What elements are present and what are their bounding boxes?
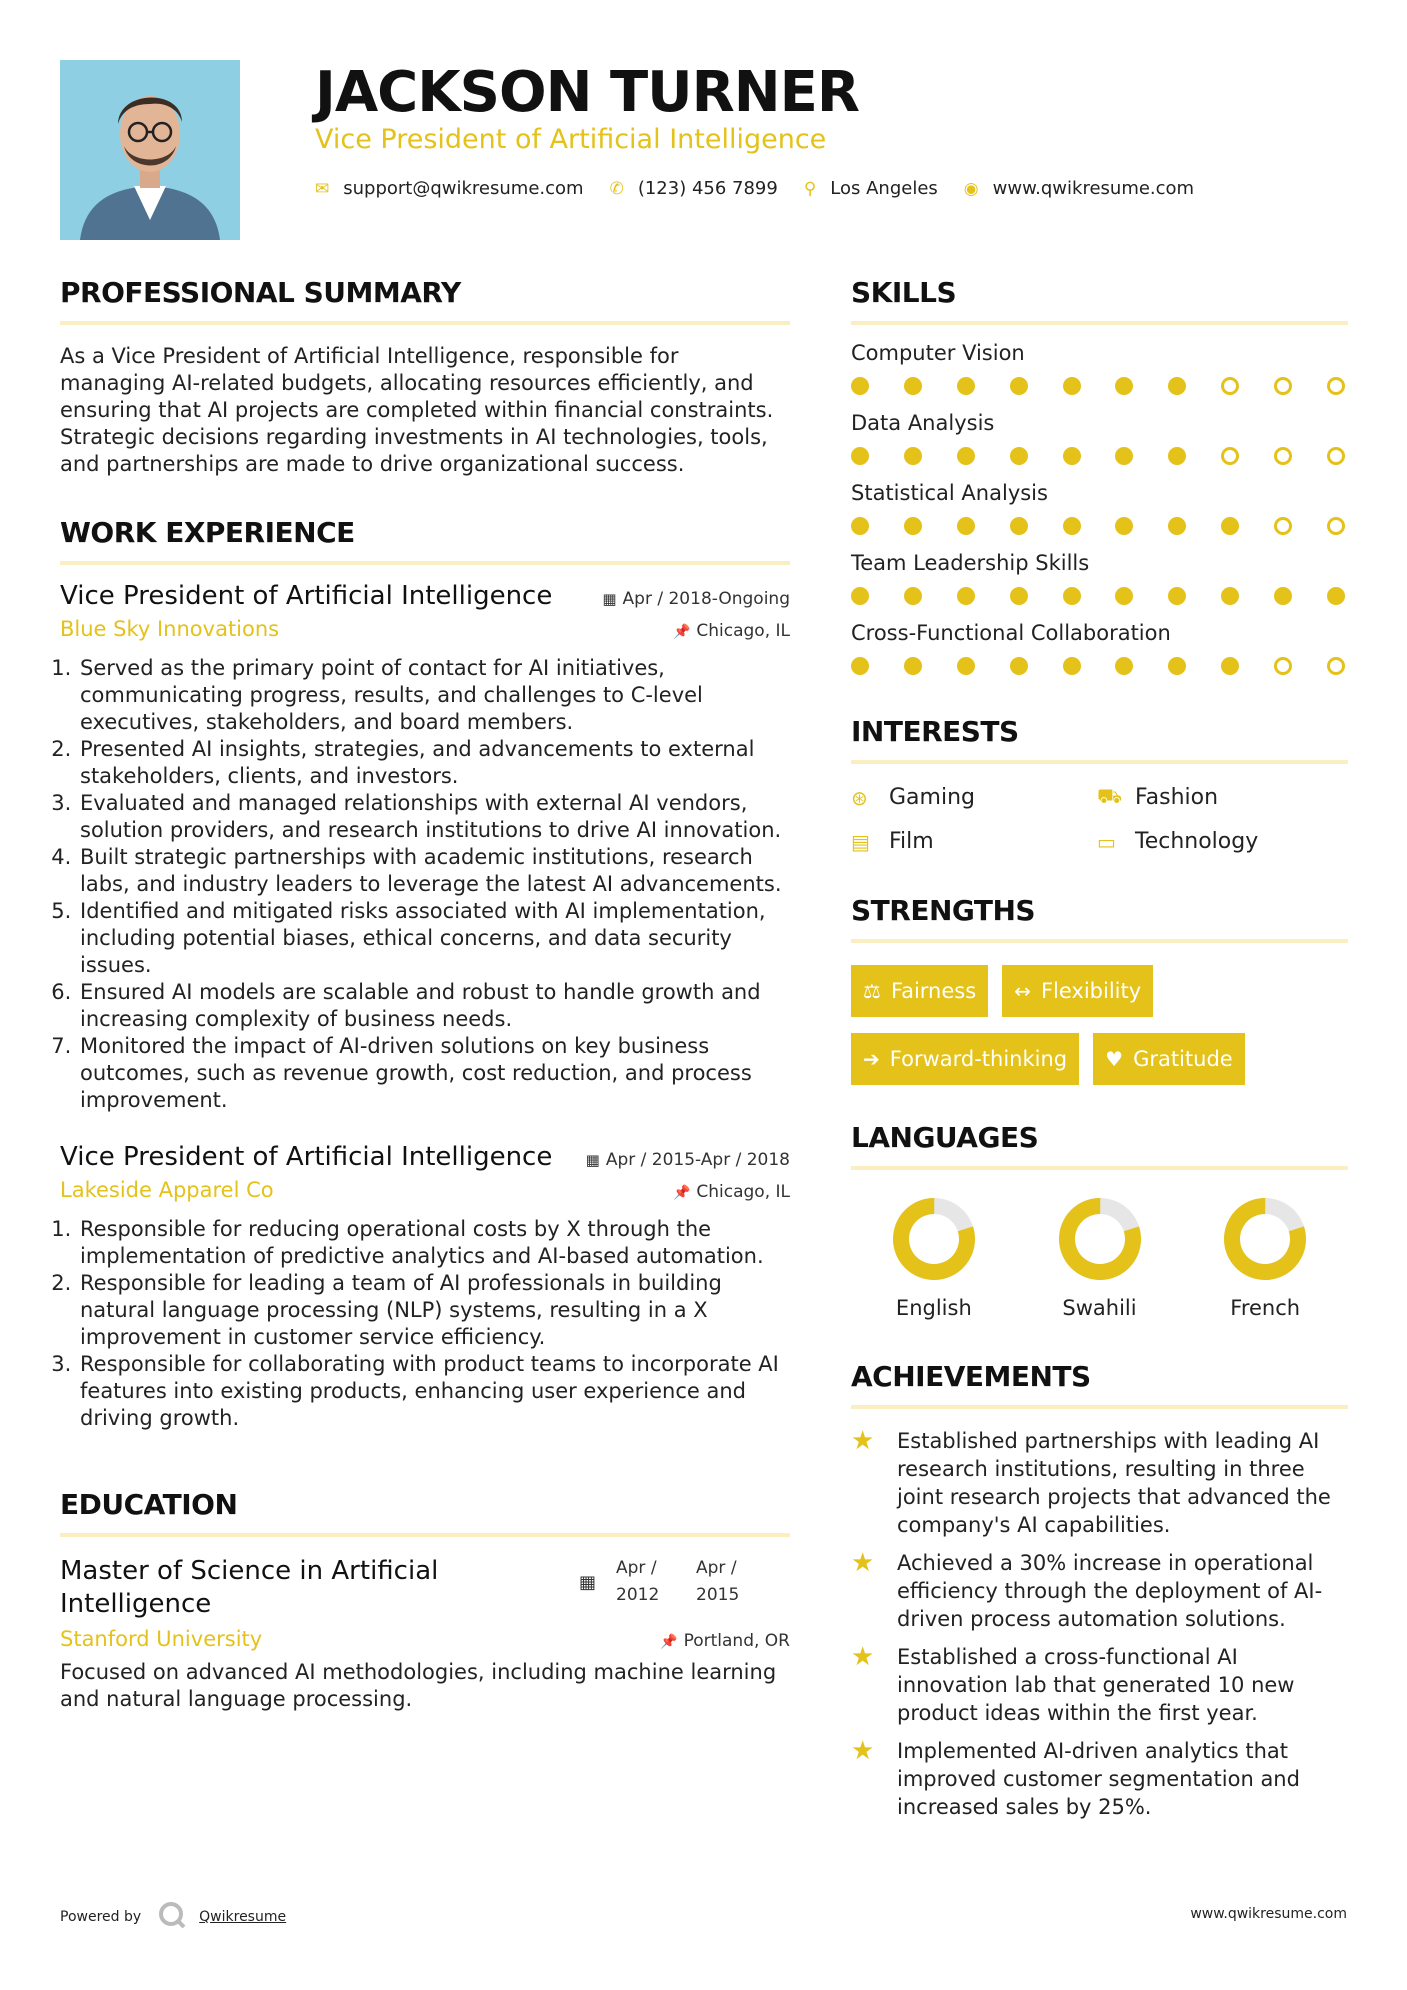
rating-dot-filled bbox=[1063, 657, 1081, 675]
star-icon: ★ bbox=[851, 1736, 875, 1766]
achievement-item bbox=[851, 1549, 1348, 1633]
gamepad-icon: ⊛ bbox=[851, 785, 868, 810]
job-date: Apr / 2015-Apr / 2018 bbox=[605, 1150, 790, 1170]
star-icon: ★ bbox=[851, 1642, 875, 1672]
interest-label: Film bbox=[889, 829, 934, 854]
rating-dot-filled bbox=[957, 447, 975, 465]
rating-dot-filled bbox=[904, 657, 922, 675]
footer-website[interactable]: www.qwikresume.com bbox=[1190, 1906, 1347, 1922]
rating-dot-filled bbox=[1221, 517, 1239, 535]
achievement-item bbox=[851, 1643, 1348, 1727]
globe-icon: ◉ bbox=[963, 178, 979, 199]
rating-dot-filled bbox=[1274, 587, 1292, 605]
left-column bbox=[60, 276, 790, 1713]
degree-title: Master of Science in Artificial Intelligence bbox=[60, 1556, 439, 1619]
calendar-icon: ▦ bbox=[585, 1151, 600, 1169]
school-name: Stanford University bbox=[60, 1627, 263, 1651]
languages-heading: LANGUAGES bbox=[851, 1121, 1348, 1170]
list-item: 7. Monitored the impact of AI-driven solutions on key business outcomes, such as revenue growth, cost reduction, and process improvement. bbox=[78, 1033, 790, 1114]
rating-dot-filled bbox=[1168, 657, 1186, 675]
rating-dot-filled bbox=[904, 587, 922, 605]
rating-dot-filled bbox=[851, 517, 869, 535]
summary-text: As a Vice President of Artificial Intelligence, responsible for managing AI-related budgets, allocating resources efficiently, and ensuring that AI projects are completed within financial constraints. Strategic decisions regarding investments in AI technologies, tools, and partnerships are made to drive organizational success. bbox=[60, 344, 774, 476]
rating-dot-filled bbox=[1168, 587, 1186, 605]
strengths-heading: STRENGTHS bbox=[851, 894, 1348, 943]
ring-fill bbox=[1224, 1197, 1307, 1280]
list-item: 6. Ensured AI models are scalable and robust to handle growth and increasing complexity of business needs. bbox=[78, 979, 790, 1033]
skill-name: Data Analysis bbox=[851, 411, 995, 435]
rating-dot-filled bbox=[1115, 587, 1133, 605]
interests-list bbox=[851, 784, 1348, 854]
list-item: 2. Presented AI insights, strategies, and advancements to external stakeholders, clients, and investors. bbox=[78, 736, 790, 790]
skills-heading: SKILLS bbox=[851, 276, 1348, 325]
rating-dot-filled bbox=[1063, 377, 1081, 395]
list-item: 3. Responsible for collaborating with product teams to incorporate AI features into existing products, enhancing user experience and driving growth. bbox=[78, 1351, 790, 1432]
rating-dot-filled bbox=[1168, 517, 1186, 535]
edu-date-end: Apr / 2015 bbox=[696, 1558, 740, 1605]
calendar-icon: ▦ bbox=[602, 590, 617, 608]
list-item: 5. Identified and mitigated risks associated with AI implementation, including potential biases, ethical concerns, and data security issues. bbox=[78, 898, 790, 979]
language-item bbox=[851, 1196, 1017, 1320]
pin-icon: 📌 bbox=[672, 1185, 691, 1201]
interest-item bbox=[851, 784, 1097, 811]
edu-date-start: Apr / 2012 bbox=[616, 1558, 660, 1605]
rating-dot-filled bbox=[1115, 517, 1133, 535]
film-icon: ▤ bbox=[851, 829, 870, 854]
rating-dot-empty bbox=[1274, 657, 1292, 675]
rating-dot-filled bbox=[1010, 657, 1028, 675]
pin-icon: 📌 bbox=[672, 624, 691, 640]
achievement-text: Established partnerships with leading AI research institutions, resulting in three joint research projects that advanced the company's AI capabilities. bbox=[897, 1429, 1331, 1537]
list-item: 1. Responsible for reducing operational costs by X through the implementation of predictive analytics and AI-based automation. bbox=[78, 1216, 790, 1270]
language-item bbox=[1017, 1196, 1183, 1320]
strength-tag bbox=[1002, 965, 1153, 1017]
rating-dot-filled bbox=[904, 447, 922, 465]
summary-heading: PROFESSIONAL SUMMARY bbox=[60, 276, 790, 325]
rating-dot-filled bbox=[1010, 587, 1028, 605]
rating-dot-filled bbox=[1221, 657, 1239, 675]
achievement-item bbox=[851, 1427, 1348, 1539]
skill-rating bbox=[851, 377, 1345, 395]
interest-item bbox=[1097, 784, 1347, 811]
shopping-bag-icon: ⛟ bbox=[1097, 784, 1123, 808]
achievements-list bbox=[851, 1427, 1348, 1821]
scale-icon: ⚖ bbox=[863, 979, 881, 1003]
heart-icon: ♥ bbox=[1105, 1047, 1124, 1071]
rating-dot-filled bbox=[1168, 377, 1186, 395]
company-name: Blue Sky Innovations bbox=[60, 617, 280, 641]
rating-dot-filled bbox=[851, 587, 869, 605]
achievement-text: Established a cross-functional AI innovation lab that generated 10 new product ideas within the first year. bbox=[897, 1645, 1295, 1725]
candidate-role: Vice President of Artificial Intelligence bbox=[315, 124, 827, 155]
rating-dot-filled bbox=[957, 517, 975, 535]
language-proficiency-ring bbox=[1057, 1196, 1143, 1282]
strength-tag bbox=[851, 965, 988, 1017]
language-name: French bbox=[1230, 1296, 1301, 1320]
star-icon: ★ bbox=[851, 1548, 875, 1578]
interest-label: Fashion bbox=[1135, 785, 1219, 810]
rating-dot-filled bbox=[957, 377, 975, 395]
strength-label: Gratitude bbox=[1133, 1047, 1233, 1071]
rating-dot-filled bbox=[851, 657, 869, 675]
right-column bbox=[851, 276, 1348, 1821]
rating-dot-empty bbox=[1274, 377, 1292, 395]
arrow-right-icon: ➔ bbox=[863, 1047, 880, 1071]
phone-icon: ✆ bbox=[609, 178, 624, 199]
rating-dot-empty bbox=[1327, 447, 1345, 465]
contact-phone: (123) 456 7899 bbox=[637, 178, 778, 199]
footer-powered-by bbox=[60, 1900, 286, 1934]
list-item: 2. Responsible for leading a team of AI professionals in building natural language processing (NLP) systems, resulting in a X improvement in customer service efficiency. bbox=[78, 1270, 790, 1351]
qwikresume-logo-icon bbox=[157, 1900, 187, 1934]
profile-photo bbox=[60, 60, 240, 240]
rating-dot-filled bbox=[1115, 447, 1133, 465]
achievement-text: Achieved a 30% increase in operational efficiency through the deployment of AI-driven process automation solutions. bbox=[897, 1551, 1323, 1631]
rating-dot-empty bbox=[1274, 447, 1292, 465]
languages-list bbox=[851, 1196, 1348, 1320]
job-responsibilities bbox=[60, 1216, 790, 1432]
rating-dot-filled bbox=[851, 377, 869, 395]
job-location: Chicago, IL bbox=[696, 1182, 790, 1202]
strength-label: Flexibility bbox=[1040, 979, 1142, 1003]
strengths-list bbox=[851, 965, 1291, 1085]
skill-name: Team Leadership Skills bbox=[851, 551, 1090, 575]
skill-rating bbox=[851, 587, 1345, 605]
contact-location: Los Angeles bbox=[830, 178, 938, 199]
education-heading: EDUCATION bbox=[60, 1488, 790, 1537]
achievements-heading: ACHIEVEMENTS bbox=[851, 1360, 1348, 1409]
rating-dot-empty bbox=[1274, 517, 1292, 535]
list-item: 4. Built strategic partnerships with academic institutions, research labs, and industry leaders to leverage the latest AI advancements. bbox=[78, 844, 790, 898]
strength-tag bbox=[1093, 1033, 1245, 1085]
skill-rating bbox=[851, 447, 1345, 465]
interests-heading: INTERESTS bbox=[851, 715, 1348, 764]
contact-website[interactable]: www.qwikresume.com bbox=[992, 178, 1195, 199]
arrows-icon: ↔ bbox=[1014, 979, 1031, 1003]
rating-dot-empty bbox=[1221, 447, 1239, 465]
rating-dot-filled bbox=[1010, 377, 1028, 395]
job-title: Vice President of Artificial Intelligence bbox=[60, 1142, 553, 1172]
strength-label: Forward-thinking bbox=[889, 1047, 1068, 1071]
skills-list bbox=[851, 341, 1348, 675]
list-item: 3. Evaluated and managed relationships with external AI vendors, solution providers, and research institutions to drive AI innovation. bbox=[78, 790, 790, 844]
calendar-icon: ▦ bbox=[578, 1571, 596, 1593]
rating-dot-filled bbox=[1063, 517, 1081, 535]
edu-location: Portland, OR bbox=[683, 1631, 790, 1651]
rating-dot-filled bbox=[904, 517, 922, 535]
strength-label: Fairness bbox=[890, 979, 977, 1003]
rating-dot-filled bbox=[1221, 587, 1239, 605]
work-heading: WORK EXPERIENCE bbox=[60, 516, 790, 565]
map-pin-icon: ⚲ bbox=[803, 178, 817, 199]
rating-dot-empty bbox=[1221, 377, 1239, 395]
rating-dot-filled bbox=[1063, 587, 1081, 605]
achievement-text: Implemented AI-driven analytics that improved customer segmentation and increased sales by 25%. bbox=[897, 1739, 1300, 1819]
rating-dot-filled bbox=[851, 447, 869, 465]
language-name: Swahili bbox=[1062, 1296, 1137, 1320]
language-name: English bbox=[895, 1296, 972, 1320]
language-proficiency-ring bbox=[891, 1196, 977, 1282]
rating-dot-empty bbox=[1327, 377, 1345, 395]
list-item: 1. Served as the primary point of contact for AI initiatives, communicating progress, results, and challenges to C-level executives, stakeholders, and board members. bbox=[78, 655, 790, 736]
ring-fill bbox=[892, 1197, 975, 1280]
skill-name: Cross-Functional Collaboration bbox=[851, 621, 1171, 645]
rating-dot-filled bbox=[1168, 447, 1186, 465]
contact-bar bbox=[315, 178, 1220, 199]
rating-dot-filled bbox=[1327, 587, 1345, 605]
star-icon: ★ bbox=[851, 1426, 875, 1456]
job-responsibilities bbox=[60, 655, 790, 1114]
rating-dot-filled bbox=[957, 657, 975, 675]
strength-tag bbox=[851, 1033, 1079, 1085]
rating-dot-filled bbox=[904, 377, 922, 395]
skill-rating bbox=[851, 657, 1345, 675]
education-entry bbox=[60, 1555, 790, 1713]
achievement-item bbox=[851, 1737, 1348, 1821]
candidate-name: JACKSON TURNER bbox=[315, 60, 860, 125]
interest-label: Gaming bbox=[889, 785, 975, 810]
powered-by-text: Powered by bbox=[60, 1909, 142, 1925]
rating-dot-filled bbox=[1115, 657, 1133, 675]
rating-dot-filled bbox=[957, 587, 975, 605]
pin-icon: 📌 bbox=[660, 1634, 678, 1650]
job-date: Apr / 2018-Ongoing bbox=[622, 589, 790, 609]
envelope-icon: ✉ bbox=[315, 178, 330, 199]
rating-dot-empty bbox=[1327, 657, 1345, 675]
rating-dot-filled bbox=[1063, 447, 1081, 465]
job-location: Chicago, IL bbox=[696, 621, 790, 641]
laptop-icon: ▭ bbox=[1097, 829, 1116, 854]
job-title: Vice President of Artificial Intelligence bbox=[60, 581, 553, 611]
job-entry bbox=[60, 581, 790, 1114]
interest-item bbox=[1097, 829, 1347, 854]
ring-fill bbox=[1058, 1197, 1141, 1280]
rating-dot-filled bbox=[1115, 377, 1133, 395]
skill-name: Statistical Analysis bbox=[851, 481, 1048, 505]
interest-label: Technology bbox=[1135, 829, 1259, 854]
company-name: Lakeside Apparel Co bbox=[60, 1178, 274, 1202]
language-proficiency-ring bbox=[1222, 1196, 1308, 1282]
job-entry bbox=[60, 1142, 790, 1432]
qwikresume-link[interactable]: Qwikresume bbox=[199, 1909, 287, 1925]
skill-rating bbox=[851, 517, 1345, 535]
skill-name: Computer Vision bbox=[851, 341, 1025, 365]
language-item bbox=[1182, 1196, 1348, 1320]
rating-dot-filled bbox=[1010, 517, 1028, 535]
rating-dot-filled bbox=[1010, 447, 1028, 465]
education-description: Focused on advanced AI methodologies, including machine learning and natural language processing. bbox=[60, 1660, 777, 1711]
interest-item bbox=[851, 829, 1097, 854]
contact-email[interactable]: support@qwikresume.com bbox=[343, 178, 584, 199]
rating-dot-empty bbox=[1327, 517, 1345, 535]
